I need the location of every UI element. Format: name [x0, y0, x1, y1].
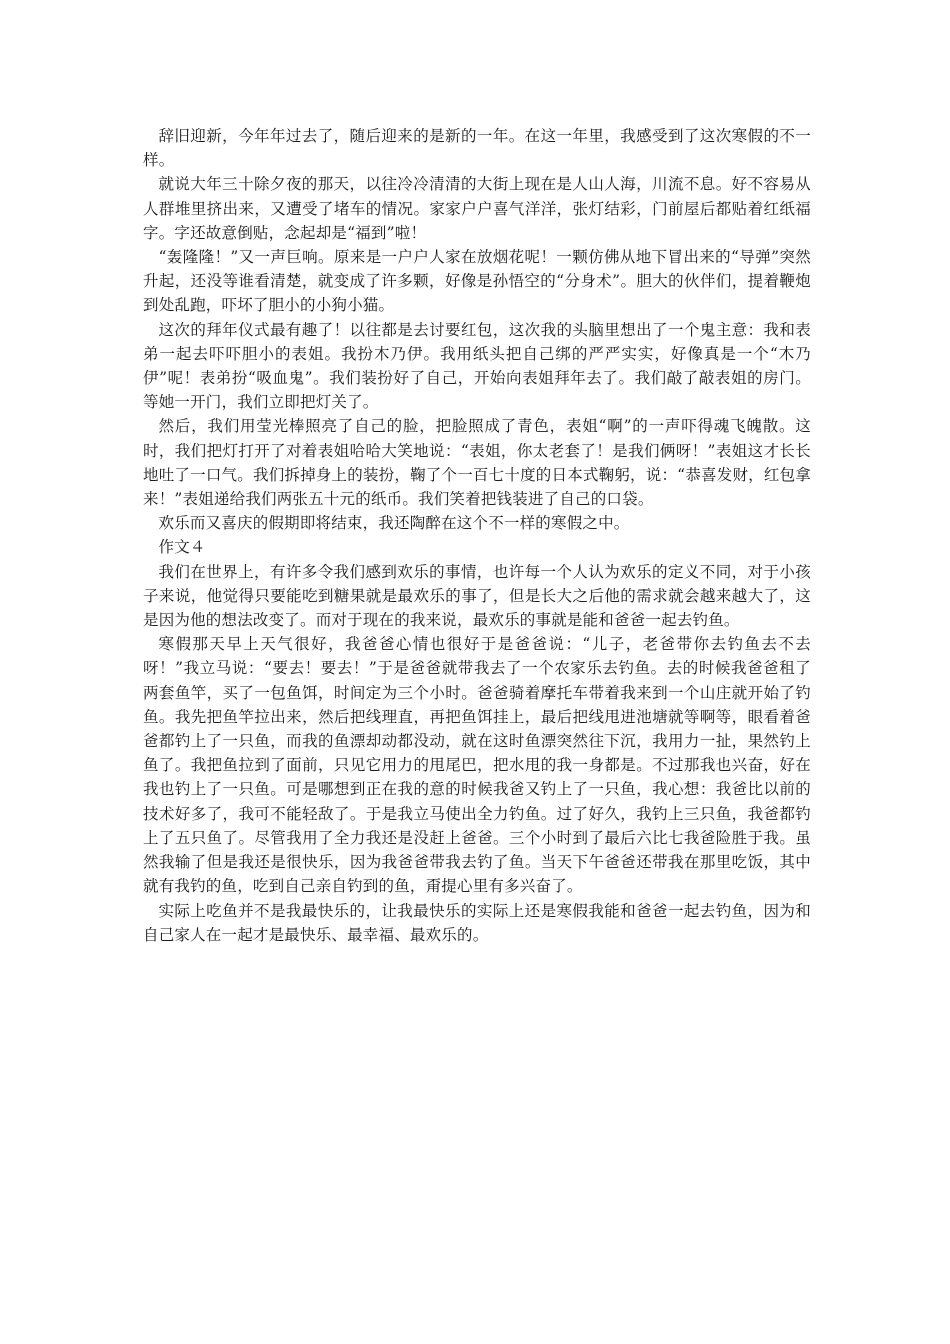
paragraph-conclusion: 实际上吃鱼并不是我最快乐的，让我最快乐的实际上还是寒假我能和爸爸一起去钓鱼，因为和自己家人在一起才是最快乐、最幸福、最欢乐的。 — [143, 901, 811, 944]
paragraph-fireworks: “轰隆隆！”又一声巨响。原来是一户户人家在放烟花呢！一颗仿佛从地下冒出来的“导弹”突然升起，还没等谁看清楚，就变成了许多颗，好像是孙悟空的“分身术”。胆大的伙伴们，提着鞭炮到处乱跑，吓坏了胆小的小狗小猫。 — [143, 248, 811, 315]
paragraph-intro: 辞旧迎新，今年年过去了，随后迎来的是新的一年。在这一年里，我感受到了这次寒假的不一样。 — [143, 127, 811, 170]
paragraph-holiday-ending: 欢乐而又喜庆的假期即将结束，我还陶醉在这个不一样的寒假之中。 — [158, 514, 630, 533]
paragraph-scare-cousin: 然后，我们用莹光棒照亮了自己的脸，把脸照成了青色，表姐“啊”的一声吓得魂飞魄散。这时，我们把灯打开了对着表姐哈哈大笑地说：“表姐，你太老套了！是我们俩呀！”表姐这才长长地吐了一口气。我们拆掉身上的装扮，鞠了个一百七十度的日本式鞠躬，说：“恭喜发财，红包拿来！”表姐递给我们两张五十元的纸币。我们笑着把钱装进了自己的口袋。 — [143, 417, 811, 509]
essay-heading: 作文４ — [158, 538, 206, 557]
document-body — [143, 124, 811, 947]
paragraph-happiness-definition: 我们在世界上，有许多令我们感到欢乐的事情，也许每一个人认为欢乐的定义不同，对于小孩子来说，他觉得只要能吃到糖果就是最欢乐的事了，但是长大之后他的需求就会越来越大了，这是因为他的想法改变了。而对于现在的我来说，最欢乐的事就是能和爸爸一起去钓鱼。 — [143, 562, 811, 630]
paragraph-new-years-eve: 就说大年三十除夕夜的那天，以往冷冷清清的大街上现在是人山人海，川流不息。好不容易从人群堆里挤出来，又遭受了堵车的情况。家家户户喜气洋洋，张灯结彩，门前屋后都贴着红纸福字。字还故意倒贴，念起却是“福到”啦！ — [143, 175, 811, 242]
paragraph-new-year-greeting: 这次的拜年仪式最有趣了！以往都是去讨要红包，这次我的头脑里想出了一个鬼主意：我和表弟一起去吓吓胆小的表姐。我扮木乃伊。我用纸头把自己绑的严严实实，好像真是一个“木乃伊”呢！表弟扮“吸血鬼”。我们装扮好了自己，开始向表姐拜年去了。我们敲了敲表姐的房门。等她一开门，我们立即把灯关了。 — [143, 320, 811, 412]
paragraph-fishing-trip: 寒假那天早上天气很好，我爸爸心情也很好于是爸爸说：“儿子，老爸带你去钓鱼去不去呀！”我立马说：“要去！要去！”于是爸爸就带我去了一个农家乐去钓鱼。去的时候我爸爸租了两套鱼竿，买了一包鱼饵，时间定为三个小时。爸爸骑着摩托车带着我来到一个山庄就开始了钓鱼。我先把鱼竿拉出来，然后把线理直，再把鱼饵挂上，最后把线甩进池塘就等啊等，眼看着爸爸都钓上了一只鱼，而我的鱼漂却动都没动，就在这时鱼漂突然往下沉，我用力一扯，果然钓上鱼了。我把鱼拉到了面前，只见它用力的甩尾巴，把水甩的我一身都是。不过那我也兴奋，好在我也钓上了一只鱼。可是哪想到正在我的意的时候我爸又钓上了一只鱼，我心想：我爸比以前的技术好多了，我可不能轻敌了。于是我立马使出全力钓鱼。过了好久，我钓上三只鱼，我爸都钓上了五只鱼了。尽管我用了全力我还是没赶上爸爸。三个小时到了最后六比七我爸险胜于我。虽然我输了但是我还是很快乐，因为我爸爸带我去钓了鱼。当天下午爸爸还带我在那里吃饭，其中就有我钓的鱼，吃到自己亲自钓到的鱼，甭提心里有多兴奋了。 — [143, 635, 811, 896]
